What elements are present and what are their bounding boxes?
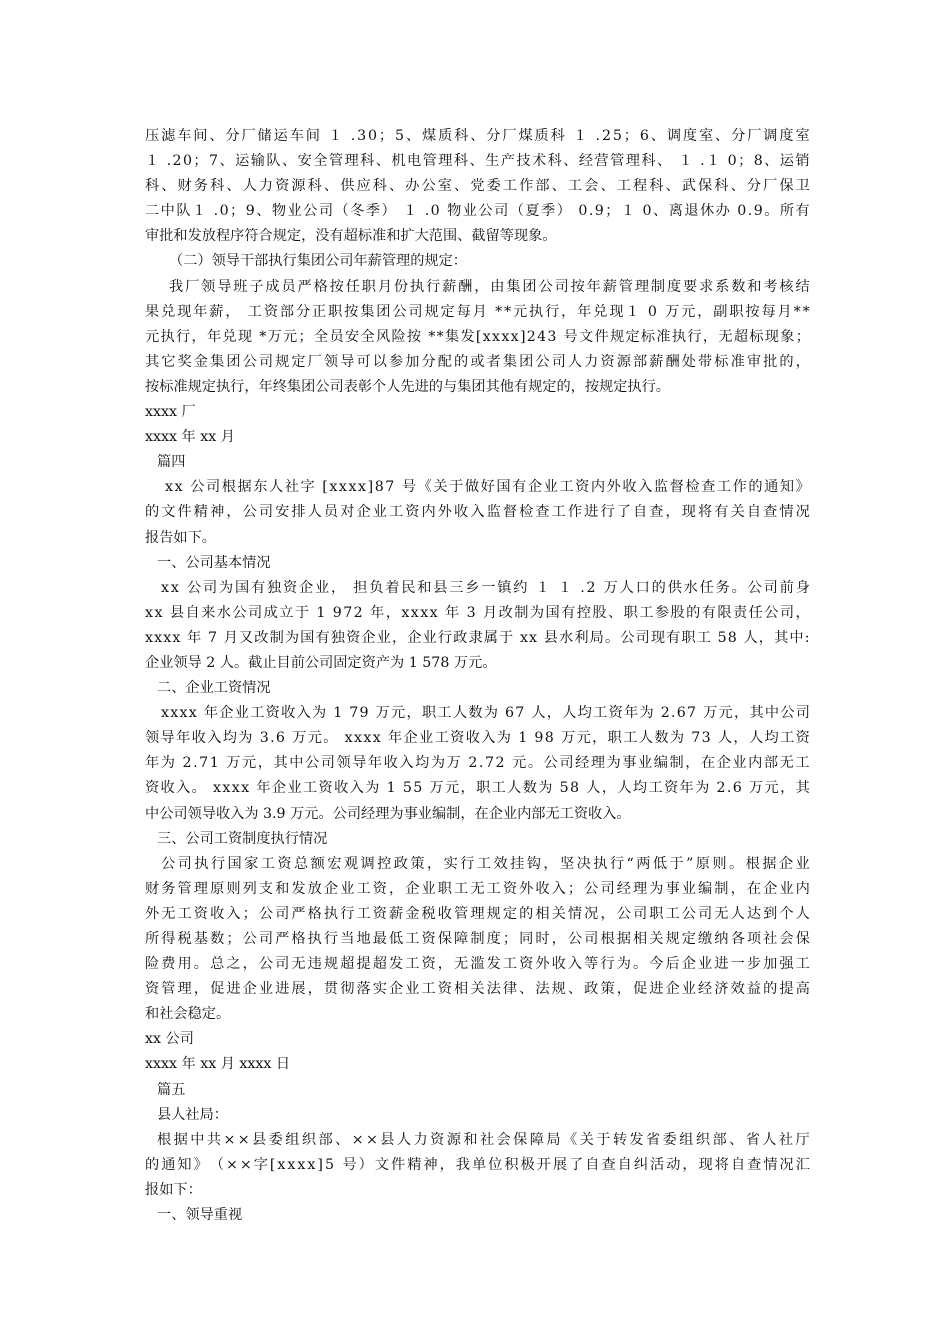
- text-line-33: 所 得 税 基 数 ； 公 司 严 格 执 行 当 地 最 低 工 资 保 障 制 度 ； 同 时 ， 公 司 根 据 相 关 规 定 缴 纳 各 项 社 会 保: [145, 931, 810, 947]
- document-page: [145, 124, 810, 1228]
- text-line-21: x x x x 年 7 月 又 改 制 为 国 有 独 资 企 业 ， 企 业 行 政 隶 属 于 x x 县 水 利 局 。 公 司 现 有 职 工 5 8 人 ， 其 中 :: [145, 629, 810, 646]
- text-line-35: 资 管 理 ， 促 进 企 业 进 展 ， 贯 彻 落 实 企 业 工 资 相 关 法 律 、 法 规 、 政 策 ， 促 进 企 业 经 济 效 益 的 提 高: [145, 981, 810, 998]
- text-line-2: １ . 2 0 ； 7 、 运 输 队 、 安 全 管 理 科 、 机 电 管 理 科 、 生 产 技 术 科 、 经 营 管 理 科 、 １ . １ 0 ； 8 、 运 销: [145, 153, 810, 170]
- text-line-8: 果 兑 现 年 薪 ， 工 资 部 分 正 职 按 集 团 公 司 规 定 每 月 * * 元 执 行 ， 年 兑 现 １ 0 万 元 ， 副 职 按 每 月 * *: [145, 303, 810, 320]
- signature-date: xxxx 年 xx 月: [145, 429, 235, 446]
- text-line-42: 的 通 知 》 （ × × 字 [ x x x x ] 5 号 ） 文 件 精 神 ， 我 单 位 积 极 开 展 了 自 查 自 纠 活 动 ， 现 将 自 查 情 况 汇: [145, 1156, 810, 1173]
- text-line-1: 压 滤 车 间 、 分 厂 储 运 车 间 １ . 3 0 ； 5 、 煤 质 科 、 分 厂 煤 质 科 １ . 2 5 ； 6 、 调 度 室 、 分 厂 调 度 室: [145, 128, 810, 144]
- text-line-22: 企业领导 2 人。截止目前公司固定资产为 1 578 万元。: [145, 654, 497, 671]
- text-line-7: 我 厂 领 导 班 子 成 员 严 格 按 任 职 月 份 执 行 薪 酬 ， 由 集 团 公 司 按 年 薪 管 理 制 度 要 求 系 数 和 考 核 结: [169, 278, 810, 295]
- addressee: 县人社局：: [157, 1106, 228, 1123]
- text-line-24: x x x x 年 企 业 工 资 收 入 为 1 7 9 万 元 ， 职 工 人 数 为 6 7 人 ， 人 均 工 资 年 为 2 . 6 7 万 元 ， 其 中 公 司: [161, 705, 810, 722]
- text-line-4: 二 中 队 １ . 0 ； 9 、 物 业 公 司 （ 冬 季 ） １ . 0 物 业 公 司 （ 夏 季 ） 0 . 9 ； １ 0 、 离 退 休 办 0 . 9 。 所 有: [145, 203, 810, 220]
- text-line-17: 报告如下。: [145, 529, 216, 546]
- text-line-30: 公 司 执 行 国 家 工 资 总 额 宏 观 调 控 政 策 ， 实 行 工 效 挂 钩 ， 坚 决 执 行 “ 两 低 于 ” 原 则 。 根 据 企 业: [161, 855, 810, 872]
- text-line-27: 资 收 入 。 x x x x 年 企 业 工 资 收 入 为 1 5 5 万 元 ， 职 工 人 数 为 5 8 人 ， 人 均 工 资 年 为 2 . 6 万 元 ， 其: [145, 780, 810, 797]
- text-line-10: 其 它 奖 金 集 团 公 司 规 定 厂 领 导 可 以 参 加 分 配 的 或 者 集 团 公 司 人 力 资 源 部 薪 酬 处 带 标 准 审 批 的 ，: [145, 353, 810, 370]
- signature-factory: xxxx 厂: [145, 404, 196, 421]
- text-line-43: 报如下：: [145, 1181, 202, 1198]
- heading-leadership-attention: 一、领导重视: [157, 1207, 243, 1224]
- text-line-19: x x 公 司 为 国 有 独 资 企 业 ， 担 负 着 民 和 县 三 乡 一 镇 约 １ １ . 2 万 人 口 的 供 水 任 务 。 公 司 前 身: [161, 579, 810, 596]
- text-line-9: 元 执 行 ， 年 兑 现 * 万 元 ； 全 员 安 全 风 险 按 * * 集 发 [ x x x x ] 2 4 3 号 文 件 规 定 标 准 执 行 ， 无 超 标 现 象 ；: [145, 328, 810, 345]
- text-line-41: 根 据 中 共 × × 县 委 组 织 部 、 × × 县 人 力 资 源 和 社 会 保 障 局 《 关 于 转 发 省 委 组 织 部 、 省 人 社 厅: [157, 1131, 810, 1148]
- text-line-28: 中公司领导收入为 3.9 万元。公司经理为事业编制，在企业内部无工资收入。: [145, 805, 631, 822]
- text-line-11: 按标准规定执行，年终集团公司表彰个人先进的与集团其他有规定的，按规定执行。: [145, 378, 670, 395]
- section-title-part-four: 篇四: [157, 454, 186, 471]
- text-line-15: x x 公 司 根 据 东 人 社 字 [ x x x x ] 8 7 号 《 关 于 做 好 国 有 企 业 工 资 内 外 收 入 监 督 检 查 工 作 的 通 知 》: [165, 479, 810, 496]
- section-heading-leader-salary: （二）领导干部执行集团公司年薪管理的规定：: [169, 253, 467, 270]
- text-line-25: 领 导 年 收 入 均 为 3 . 6 万 元 。 x x x x 年 企 业 工 资 收 入 为 1 9 8 万 元 ， 职 工 人 数 为 7 3 人 ， 人 均 工 资: [145, 730, 810, 747]
- text-line-20: x x 县 自 来 水 公 司 成 立 于 1 9 7 2 年 ， x x x x 年 3 月 改 制 为 国 有 控 股 、 职 工 参 股 的 有 限 责 任 公 司 ，: [145, 604, 810, 621]
- text-line-16: 的 文 件 精 神 ， 公 司 安 排 人 员 对 企 业 工 资 内 外 收 入 监 督 检 查 工 作 进 行 了 自 查 ， 现 将 有 关 自 查 情 况: [145, 504, 810, 521]
- text-line-3: 科 、 财 务 科 、 人 力 资 源 科 、 供 应 科 、 办 公 室 、 党 委 工 作 部 、 工 会 、 工 程 科 、 武 保 科 、 分 厂 保 卫: [145, 178, 810, 195]
- text-line-5: 审批和发放程序符合规定，没有超标准和扩大范围、截留等现象。: [145, 228, 557, 245]
- section-title-part-five: 篇五: [157, 1081, 186, 1098]
- signature-company-date: xxxx 年 xx 月 xxxx 日: [145, 1056, 291, 1073]
- heading-wage-situation: 二、企业工资情况: [157, 680, 271, 697]
- text-line-31: 财 务 管 理 原 则 列 支 和 发 放 企 业 工 资 ， 企 业 职 工 无 工 资 外 收 入 ； 公 司 经 理 为 事 业 编 制 ， 在 企 业 内: [145, 880, 810, 897]
- signature-company: xx 公司: [145, 1031, 194, 1048]
- heading-wage-system: 三、公司工资制度执行情况: [157, 830, 328, 847]
- text-line-32: 外 无 工 资 收 入 ； 公 司 严 格 执 行 工 资 薪 金 税 收 管 理 规 定 的 相 关 情 况 ， 公 司 职 工 公 司 无 人 达 到 个 人: [145, 905, 810, 922]
- text-line-34: 险 费 用 。 总 之 ， 公 司 无 违 规 超 提 超 发 工 资 ， 无 滥 发 工 资 外 收 入 等 行 为 。 今 后 企 业 进 一 步 加 强 工: [145, 956, 810, 973]
- text-line-26: 年 为 2 . 7 1 万 元 ， 其 中 公 司 领 导 年 收 入 均 为 万 2 . 7 2 元 。 公 司 经 理 为 事 业 编 制 ， 在 企 业 内 部 无 工: [145, 755, 810, 772]
- heading-company-basic-info: 一、公司基本情况: [157, 554, 271, 571]
- text-line-36: 和社会稳定。: [145, 1006, 231, 1023]
